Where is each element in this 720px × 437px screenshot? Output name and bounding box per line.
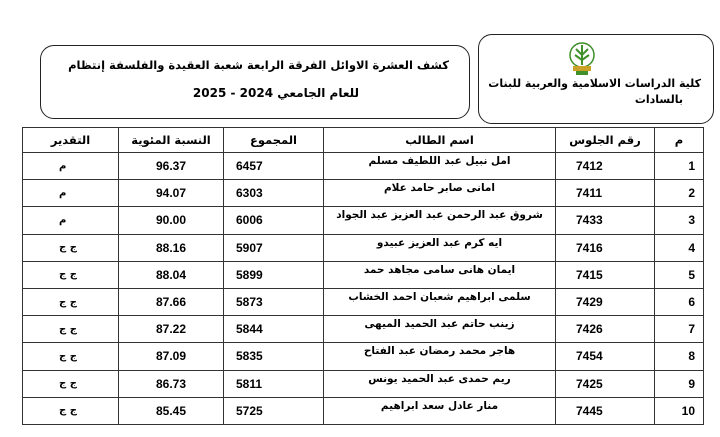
seat-number-cell: 7411 bbox=[556, 180, 655, 207]
grade-cell: ج ج bbox=[23, 370, 119, 397]
grade-cell: ج ج bbox=[23, 343, 119, 370]
total-cell: 5811 bbox=[224, 370, 324, 397]
serial-cell: 4 bbox=[655, 234, 704, 261]
seat-number-cell: 7445 bbox=[556, 397, 655, 424]
student-name-cell: سلمى ابراهيم شعبان احمد الخشاب bbox=[324, 288, 556, 315]
serial-cell: 3 bbox=[655, 207, 704, 234]
serial-cell: 2 bbox=[655, 180, 704, 207]
seat-number-cell: 7454 bbox=[556, 343, 655, 370]
total-cell: 5725 bbox=[224, 397, 324, 424]
total-cell: 5835 bbox=[224, 343, 324, 370]
student-name-cell: زينب حاتم عبد الحميد الميهى bbox=[324, 316, 556, 343]
serial-cell: 5 bbox=[655, 261, 704, 288]
percentage-cell: 90.00 bbox=[119, 207, 224, 234]
percentage-cell: 94.07 bbox=[119, 180, 224, 207]
table-row bbox=[23, 343, 704, 370]
table-row bbox=[23, 316, 704, 343]
serial-cell: 10 bbox=[655, 397, 704, 424]
top-ten-table bbox=[22, 127, 704, 425]
report-title: كشف العشرة الاوائل الفرقة الرابعة شعبة العقيدة والفلسفة إنتظام bbox=[68, 58, 449, 72]
student-name-cell: ايه كرم عبد العزيز عبيدو bbox=[324, 234, 556, 261]
table-row bbox=[23, 180, 704, 207]
grade-cell: ج ج bbox=[23, 234, 119, 261]
serial-cell: 7 bbox=[655, 316, 704, 343]
grade-cell: م bbox=[23, 207, 119, 234]
percentage-cell: 86.73 bbox=[119, 370, 224, 397]
table-row bbox=[23, 370, 704, 397]
serial-cell: 1 bbox=[655, 153, 704, 180]
college-header-box bbox=[478, 34, 714, 124]
grade-cell: م bbox=[23, 180, 119, 207]
grade-cell: ج ج bbox=[23, 288, 119, 315]
seat-number-cell: 7416 bbox=[556, 234, 655, 261]
total-cell: 6006 bbox=[224, 207, 324, 234]
percentage-cell: 85.45 bbox=[119, 397, 224, 424]
table-row bbox=[23, 261, 704, 288]
college-emblem-icon bbox=[567, 41, 597, 77]
total-cell: 6457 bbox=[224, 153, 324, 180]
student-name-cell: منار عادل سعد ابراهيم bbox=[324, 397, 556, 424]
percentage-cell: 96.37 bbox=[119, 153, 224, 180]
seat-number-cell: 7425 bbox=[556, 370, 655, 397]
header-grade: التقدير bbox=[23, 128, 119, 153]
student-name-cell: امل نبيل عبد اللطيف مسلم bbox=[324, 153, 556, 180]
percentage-cell: 87.09 bbox=[119, 343, 224, 370]
student-name-cell: امانى صابر حامد علام bbox=[324, 180, 556, 207]
header-student-name: اسم الطالب bbox=[324, 128, 556, 153]
college-name: كلية الدراسات الاسلامية والعربية للبنات bbox=[488, 77, 701, 90]
serial-cell: 9 bbox=[655, 370, 704, 397]
grade-cell: م bbox=[23, 153, 119, 180]
table-row bbox=[23, 153, 704, 180]
serial-cell: 6 bbox=[655, 288, 704, 315]
table-header-row bbox=[23, 128, 704, 153]
college-location: بالسادات bbox=[634, 93, 683, 106]
student-name-cell: شروق عبد الرحمن عبد العزيز عبد الجواد bbox=[324, 207, 556, 234]
percentage-cell: 88.16 bbox=[119, 234, 224, 261]
total-cell: 5873 bbox=[224, 288, 324, 315]
total-cell: 5844 bbox=[224, 316, 324, 343]
table-row bbox=[23, 288, 704, 315]
report-title-box bbox=[40, 45, 470, 119]
student-name-cell: ايمان هانى سامى مجاهد حمد bbox=[324, 261, 556, 288]
table-row bbox=[23, 234, 704, 261]
academic-year: للعام الجامعي 2024 - 2025 bbox=[192, 86, 359, 100]
serial-cell: 8 bbox=[655, 343, 704, 370]
header-percentage: النسبة المئوية bbox=[119, 128, 224, 153]
percentage-cell: 87.22 bbox=[119, 316, 224, 343]
grade-cell: ج ج bbox=[23, 261, 119, 288]
student-name-cell: ريم حمدى عبد الحميد يونس bbox=[324, 370, 556, 397]
seat-number-cell: 7426 bbox=[556, 316, 655, 343]
header-serial: م bbox=[655, 128, 704, 153]
percentage-cell: 87.66 bbox=[119, 288, 224, 315]
header-total: المجموع bbox=[224, 128, 324, 153]
header-seat-number: رقم الجلوس bbox=[556, 128, 655, 153]
grade-cell: ج ج bbox=[23, 316, 119, 343]
table-row bbox=[23, 397, 704, 424]
percentage-cell: 88.04 bbox=[119, 261, 224, 288]
total-cell: 6303 bbox=[224, 180, 324, 207]
grade-cell: ج ج bbox=[23, 397, 119, 424]
student-name-cell: هاجر محمد رمضان عبد الفتاح bbox=[324, 343, 556, 370]
table-row bbox=[23, 207, 704, 234]
total-cell: 5907 bbox=[224, 234, 324, 261]
seat-number-cell: 7433 bbox=[556, 207, 655, 234]
seat-number-cell: 7412 bbox=[556, 153, 655, 180]
total-cell: 5899 bbox=[224, 261, 324, 288]
seat-number-cell: 7429 bbox=[556, 288, 655, 315]
seat-number-cell: 7415 bbox=[556, 261, 655, 288]
